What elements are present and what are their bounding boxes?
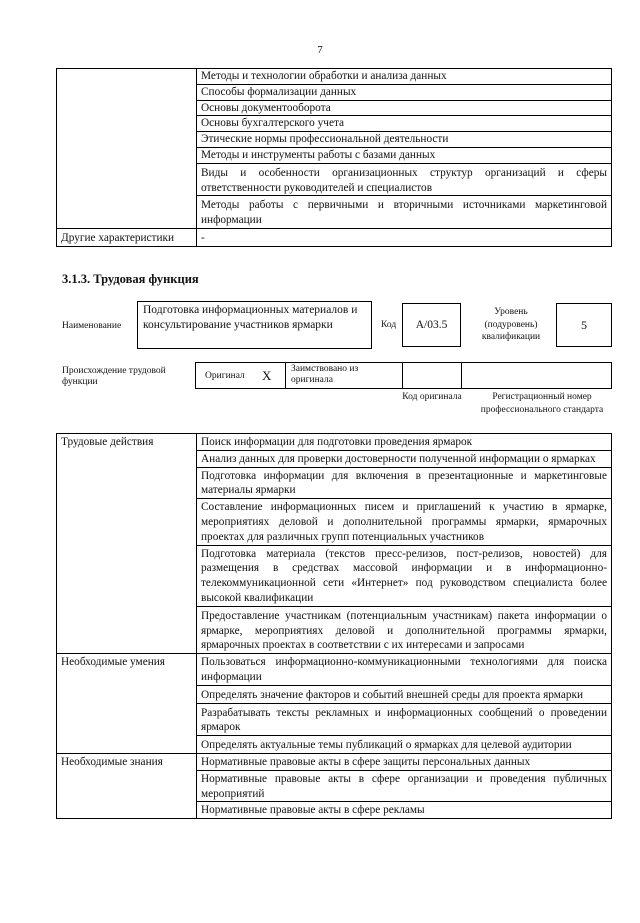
table-row: Анализ данных для проверки достоверности полученной информации о ярмарках (197, 450, 612, 467)
table-row: Нормативные правовые акты в сфере организации и проведения публичных мероприятий (197, 770, 612, 802)
group-label-skills: Необходимые умения (57, 654, 197, 754)
original-label: Оригинал (205, 371, 245, 381)
table-row: Методы и инструменты работы с базами данных (197, 147, 612, 163)
section-title: 3.1.3. Трудовая функция (62, 272, 199, 286)
divider (402, 363, 403, 388)
table-row: Определять актуальные темы публикаций о ярмарках для целевой аудитории (197, 736, 612, 754)
table-row: Виды и особенности организационных структур организаций и сферы ответственности руководителей и специалистов (197, 163, 612, 196)
code-value-box: A/03.5 (402, 303, 461, 347)
name-label: Наименование (62, 321, 122, 331)
other-characteristics-value: - (197, 228, 612, 246)
table-row: Подготовка информации для включения в презентационные и маркетинговые материалы ярмарки (197, 467, 612, 499)
code-label: Код (381, 320, 397, 330)
table-row: Подготовка материала (текстов пресс-релизов, пост-релизов, новостей) для размещения в средствах массовой информации и в информационно-телекоммуникационной сети «Интернет» под руководством специалиста более высокой квалификации (197, 545, 612, 606)
table-row: Основы документооборота (197, 100, 612, 116)
function-name-box: Подготовка информационных материалов и консультирование участников ярмарки (137, 301, 372, 349)
labor-function-table (56, 433, 612, 819)
table-row: Разрабатывать тексты рекламных и информационных сообщений о проведении ярмарок (197, 703, 612, 736)
table-row: Нормативные правовые акты в сфере рекламы (197, 802, 612, 819)
table-row: Основы бухгалтерского учета (197, 116, 612, 132)
table-row: Определять значение факторов и событий внешней среды для проекта ярмарки (197, 685, 612, 703)
table-row: Методы и технологии обработки и анализа данных (197, 69, 612, 85)
origin-label: Происхождение трудовой функции (62, 366, 166, 387)
table-row: Этические нормы профессиональной деятельности (197, 132, 612, 148)
table-row: Поиск информации для подготовки проведения ярмарок (197, 434, 612, 451)
table-row: Предоставление участникам (потенциальным участникам) пакета информации о ярмарке, мероприятиях деловой и дополнительной программы ярмарки, ярмарочных проектах в соответствии с их интересами и запросами (197, 606, 612, 653)
code-original-label: Код оригинала (402, 392, 462, 402)
divider (285, 363, 286, 388)
divider (461, 363, 462, 388)
original-mark: X (262, 368, 272, 383)
knowledge-table-continued (56, 68, 612, 247)
registration-number-label: Регистрационный номер профессионального стандарта (480, 392, 604, 415)
table-row: Нормативные правовые акты в сфере защиты персональных данных (197, 753, 612, 770)
empty-label-cell (57, 69, 197, 229)
group-label-knowledge: Необходимые знания (57, 753, 197, 818)
level-value-box: 5 (556, 303, 612, 347)
level-label: Уровень (подуровень) квалификации (481, 307, 541, 342)
table-row: Методы работы с первичными и вторичными источниками маркетинговой информации (197, 196, 612, 229)
borrowed-label: Заимствовано из оригинала (291, 364, 359, 385)
other-characteristics-label: Другие характеристики (57, 228, 197, 246)
group-label-labor-actions: Трудовые действия (57, 434, 197, 654)
table-row: Способы формализации данных (197, 84, 612, 100)
table-row: Составление информационных писем и приглашений к участию в ярмарке, мероприятиях деловой и дополнительной программы ярмарки, ярмарочных проектах для различных групп потенциальных участников (197, 499, 612, 545)
table-row: Пользоваться информационно-коммуникационными технологиями для поиска информации (197, 654, 612, 686)
page-number: 7 (317, 44, 323, 56)
origin-table (195, 362, 612, 389)
